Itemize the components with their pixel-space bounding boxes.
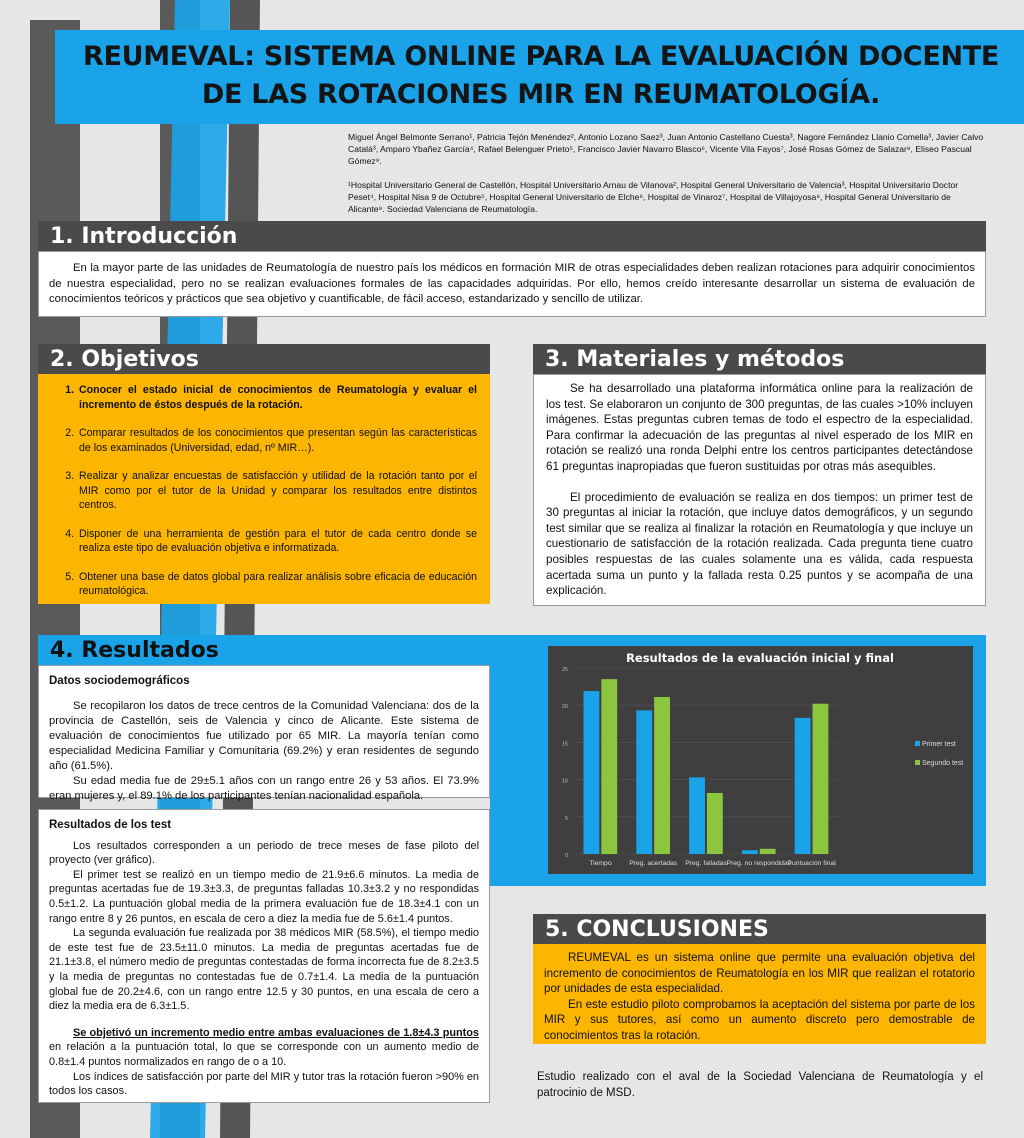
bar-segundo-test [654,697,670,854]
x-tick-label: Preg. falladas [685,860,727,867]
legend-label: Segundo test [922,760,964,767]
bar-primer-test [584,691,600,854]
socio-paragraph-2: Su edad media fue de 29±5.1 años con un rango entre 26 y 53 años. El 73.9% eran mujeres y, el 89.1% de los participantes tenían nacionalidad española. [49,775,479,802]
authors-list: Miguel Ángel Belmonte Serrano¹, Patricia Tejón Menéndez², Antonio Lozano Saez³, Juan Antonio Castellano Cuesta³, Nagore Fernández Llanio Comella³, Javier Calvo Catalá³, Amparo Ybañez García⁴, Rafael Belenguer Prieto⁵, Francisco Javier Navarro Blasco⁶, Vicente Vila Fayos⁷, José Rosas Gómez de Salazar⁸, Eliseo Pascual Gómez⁹. [348,132,984,166]
resultados-test-box [38,809,490,1103]
test-paragraph-4-rest: en relación a la puntuación total, lo que se corresponde con un aumento medio de 0.8±1.4 puntos normalizados en rango de o a 10. [49,1041,479,1068]
section-heading-conclusiones: 5. CONCLUSIONES [533,914,986,944]
section-heading-materiales: 3. Materiales y métodos [533,344,986,374]
sociodemograficos-box [38,665,490,802]
intro-text: En la mayor parte de las unidades de Reumatología de nuestro país los médicos en formación MIR de otras especialidades deben realizan rotaciones para adquirir conocimientos de nuestra especialidad, pero no se realizan evaluaciones formales de las capacidades adquiridas. Por ello, hemos creído interesante desarrollar un sistema de evaluación de conocimientos teóricos y prácticos que sea objetivo y cuantificable, de fácil acceso, estandarizado y sencillo de utilizar. [49,262,975,305]
affiliations: ¹Hospital Universitario General de Castellón, Hospital Universitario Arnau de Vilanova², Hospital General Universitario de Valencia³, Hospital Universitario Doctor Peset⁴, Hospital Nisa 9 de Octubre⁵, Hospital General Universitario de Elche⁶, Hospital de Vinaroz⁷, Hospital de Villajoyosa⁸, Hospital General Universitario de Alicante⁹. Sociedad Valenciana de Reumatología. [348,180,959,214]
y-tick-label: 5 [564,815,568,822]
title-line-1: REUMEVAL: SISTEMA ONLINE PARA LA EVALUACIÓN DOCENTE [82,41,1000,72]
resultados-test-title: Resultados de los test [49,819,172,831]
y-tick-label: 25 [561,667,568,673]
conclusiones-paragraph-1: REUMEVAL es un sistema online que permite una evaluación objetiva del incremento de conocimientos de Reumatología en los MIR que realizan el rotatorio por unidades de esta especialidad. [544,951,975,996]
objetivo-item: 5. Obtener una base de datos global para realizar análisis sobre eficacia de educación reumatológica. [77,570,477,599]
test-paragraph-3: La segunda evaluación fue realizada por 38 médicos MIR (58.5%), el tiempo medio de este test fue de 23.5±11.0 minutos. La media de preguntas acertadas fue de 21.1±3.8, el número medio de preguntas contestadas de forma incorrecta fue de 8.2±3.5 y la media de preguntas no contestadas fue de 0.7±1.4. La media de la puntuación global fue de 20.2±4.6, con un rango entre 12.5 y 30 puntos, en una escala de cero a diez la media era de 6.3±1.5. [49,927,479,1013]
conclusiones-box [533,944,986,1044]
test-paragraph-2: El primer test se realizó en un tiempo medio de 21.9±6.6 minutos. La media de preguntas acertadas fue de 19.3±3.3, de preguntas falladas 10.3±3.2 y no respondidas 0.5±1.2. La puntuación global media de la primera evaluación fue de 18.3±4.1 con un rango entre 8 y 26 puntos, en escala de cero a diez la media fue de 5.6±1.4 puntos. [49,868,479,925]
x-tick-label: Preg. acertadas [629,860,678,867]
socio-paragraph-1: Se recopilaron los datos de trece centros de la Comunidad Valenciana: dos de la provincia de Castellón, seis de Valencia y cinco de Alicante. Este sistema de evaluación de conocimientos fue utilizado por 65 MIR. La mayoría tenían como especialidad Medicina Familiar y Comunitaria (69.2%) y eran residentes de segundo año (61.5%). [49,700,479,772]
bar-segundo-test [760,849,776,854]
objetivo-item: 2. Comparar resultados de los conocimientos que presentan según las características de los examinados (Universidad, edad, nº MIR…). [77,426,477,455]
objetivo-item: 4. Disponer de una herramienta de gestión para el tutor de cada centro donde se realiza este tipo de evaluación objetiva e informatizada. [77,527,477,556]
legend-swatch [915,760,920,765]
section-heading-resultados: 4. Resultados [50,637,219,663]
y-tick-label: 20 [561,704,568,711]
materiales-box [533,374,986,606]
y-tick-label: 0 [564,853,568,859]
x-tick-label: Puntuación final [787,860,836,867]
legend-swatch [915,741,920,746]
x-tick-label: Preg. no respondidas [726,860,792,867]
results-bar-chart [548,646,973,874]
test-paragraph-1: Los resultados corresponden a un periodo de trece meses de fase piloto del proyecto (ver gráfico). [49,839,479,867]
objetivo-item: 3. Realizar y analizar encuestas de satisfacción y utilidad de la rotación tanto por el MIR como por el tutor de la Unidad y comparar los resultados entre distintos centros. [77,469,477,513]
poster-title [65,34,1017,118]
materiales-paragraph-1: Se ha desarrollado una plataforma informática online para la realización de los test. Se elaboraron un conjunto de 300 preguntas, de las cuales >10% incluyen imágenes. Estas preguntas cubren temas de todo el espectro de la especialidad. Para confirmar la adecuación de las preguntas al nivel esperado de los MIR en rotación se realizó una ronda Delphi entre los centros participantes detectándose 61 preguntas inapropiadas que fueron sustituidas por otras más asequibles. [546,382,973,473]
conclusiones-paragraph-2: En este estudio piloto comprobamos la aceptación del sistema por parte de los MIR y sus tutores, así como un aumento discreto pero demostrable de conocimientos tras la rotación. [544,997,975,1042]
test-paragraph-4 [49,1026,479,1070]
bar-primer-test [742,850,758,854]
y-tick-label: 15 [561,741,568,748]
objetivos-box [38,374,490,604]
sponsor-note: Estudio realizado con el aval de la Sociedad Valenciana de Reumatología y el patrocinio de MSD. [537,1071,983,1099]
bar-segundo-test [601,679,617,854]
y-tick-label: 10 [561,778,568,785]
bar-primer-test [795,718,811,854]
bar-segundo-test [707,793,723,854]
section-heading-objetivos: 2. Objetivos [38,344,490,374]
title-line-2: DE LAS ROTACIONES MIR EN REUMATOLOGÍA. [201,79,881,110]
test-paragraph-5: Los índices de satisfacción por parte del MIR y tutor tras la rotación fueron >90% en todos los casos. [49,1070,479,1098]
bar-primer-test [689,777,705,854]
legend-label: Primer test [922,741,956,748]
bar-primer-test [636,710,652,854]
intro-box [38,251,986,317]
objetivos-list [49,383,477,599]
section-heading-introduccion: 1. Introducción [38,221,986,251]
bar-segundo-test [813,704,829,854]
test-highlight: Se objetivó un incremento medio entre ambas evaluaciones de 1.8±4.3 puntos [73,1026,479,1039]
materiales-paragraph-2: El procedimiento de evaluación se realiza en dos tiempos: un primer test de 30 preguntas al iniciar la rotación, que incluye datos demográficos, y un segundo test similar que se realiza al finalizar la rotación en Reumatología y que incluye un cuestionario de satisfacción de la rotación realizada. Cada pregunta tiene cuatro posibles respuestas de las cuales solamente una es válida, cada respuesta acertada suma un punto y la fallada resta 0.25 puntos y se acompaña de una explicación. [546,490,973,598]
sociodemograficos-title: Datos sociodemográficos [49,675,190,687]
objetivo-item: 1. Conocer el estado inicial de conocimientos de Reumatología y evaluar el incremento de éstos después de la rotación. [77,383,477,412]
chart-title: Resultados de la evaluación inicial y final [626,651,894,665]
x-tick-label: Tiempo [589,860,612,867]
